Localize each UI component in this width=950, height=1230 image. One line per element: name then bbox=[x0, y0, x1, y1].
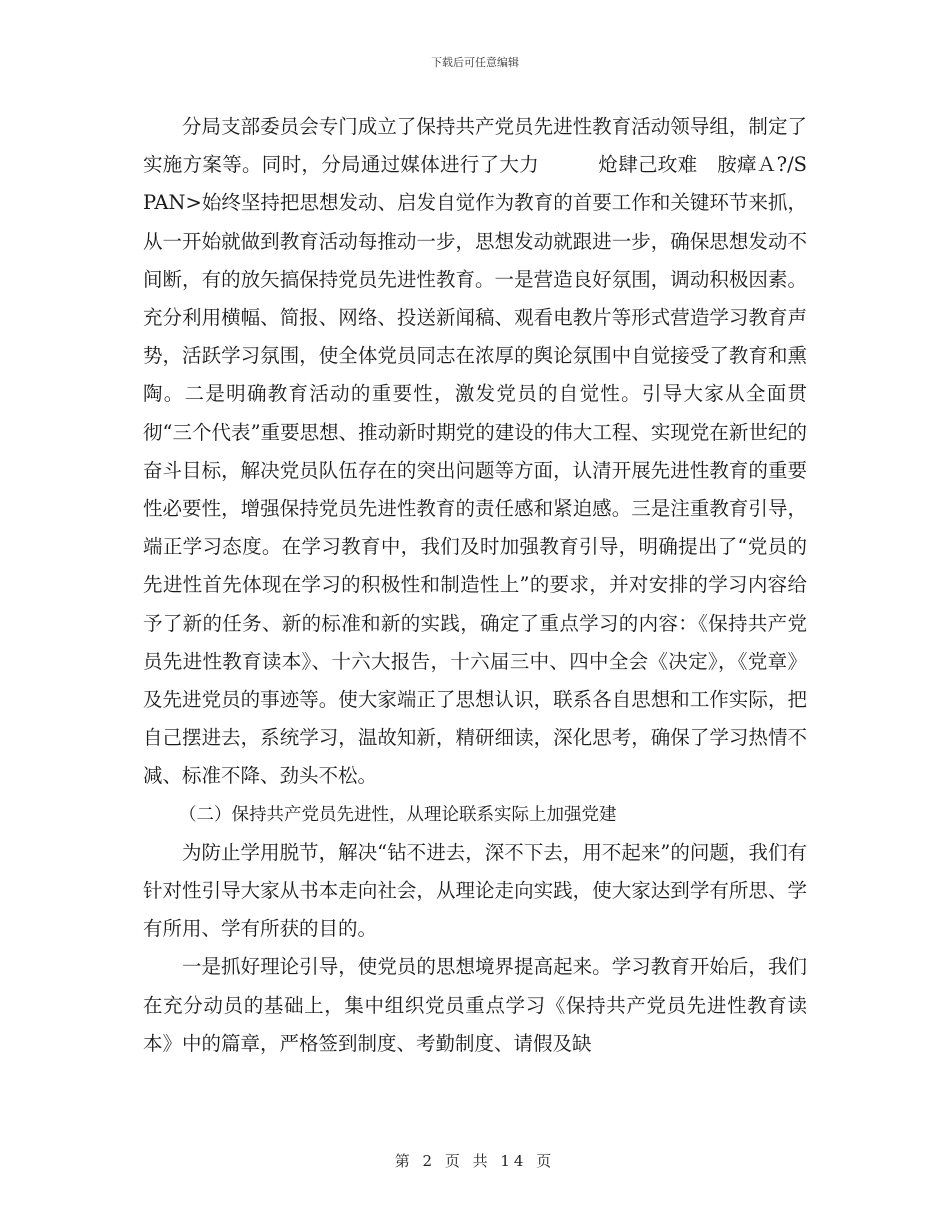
section-heading: （二）保持共产党员先进性，从理论联系实际上加强党建 bbox=[179, 804, 617, 825]
body-paragraph-3: 一是抓好理论引导，使党员的思想境界提高起来。学习教育开始后，我们在充分动员的基础上，集中组织党员重点学习《保持共产党员先进性教育读本》中的篇章，严格签到制度、考勤制度、请假及缺 bbox=[143, 955, 807, 1055]
body-paragraph-1: 分局支部委员会专门成立了保持共产党员先进性教育活动领导组，制定了实施方案等。同时，分局通过媒体进行了大力 炝肆己玫难 胺瘴Ａ?/SPAN>始终坚持把思想发动、启发自觉作为教育的首要工作和关键环节来抓，从一开始就做到教育活动每推动一步，思想发动就跟进一步，确保思想发动不间断，有的放矢搞保持党员先进性教育。一是营造良好氛围，调动积极因素。充分利用横幅、简报、网络、投送新闻稿、观看电教片等形式营造学习教育声势，活跃学习氛围，使全体党员同志在浓厚的舆论氛围中自觉接受了教育和熏陶。二是明确教育活动的重要性，激发党员的自觉性。引导大家从全面贯彻“三个代表”重要思想、推动新时期党的建设的伟大工程、实现党在新世纪的奋斗目标，解决党员队伍存在的突出问题等方面，认清开展先进性教育的重要性必要性，增强保持党员先进性教育的责任感和紧迫感。三是注重教育引导，端正学习态度。在学习教育中，我们及时加强教育引导，明确提出了“党员的先进性首先体现在学习的积极性和制造性上”的要求，并对安排的学习内容给予了新的任务、新的标准和新的实践，确定了重点学习的内容：《保持共产党员先进性教育读本》、十六大报告，十六届三中、四中全会《决定》，《党章》及先进党员的事迹等。使大家端正了思想认识，联系各自思想和工作实际，把自己摆进去，系统学习，温故知新，精研细读，深化思考，确保了学习热情不减、标准不降、劲头不松。 bbox=[143, 115, 807, 788]
document-body bbox=[143, 108, 807, 1063]
body-paragraph-2: 为防止学用脱节，解决“钻不进去，深不下去，用不起来”的问题，我们有针对性引导大家从书本走向社会，从理论走向实践，使大家达到学有所思、学有所用、学有所获的目的。 bbox=[143, 840, 807, 941]
page-header-note: 下载后可任意编辑 bbox=[431, 56, 519, 69]
page-number-footer: 第 2 页 共 14 页 bbox=[394, 1152, 556, 1170]
